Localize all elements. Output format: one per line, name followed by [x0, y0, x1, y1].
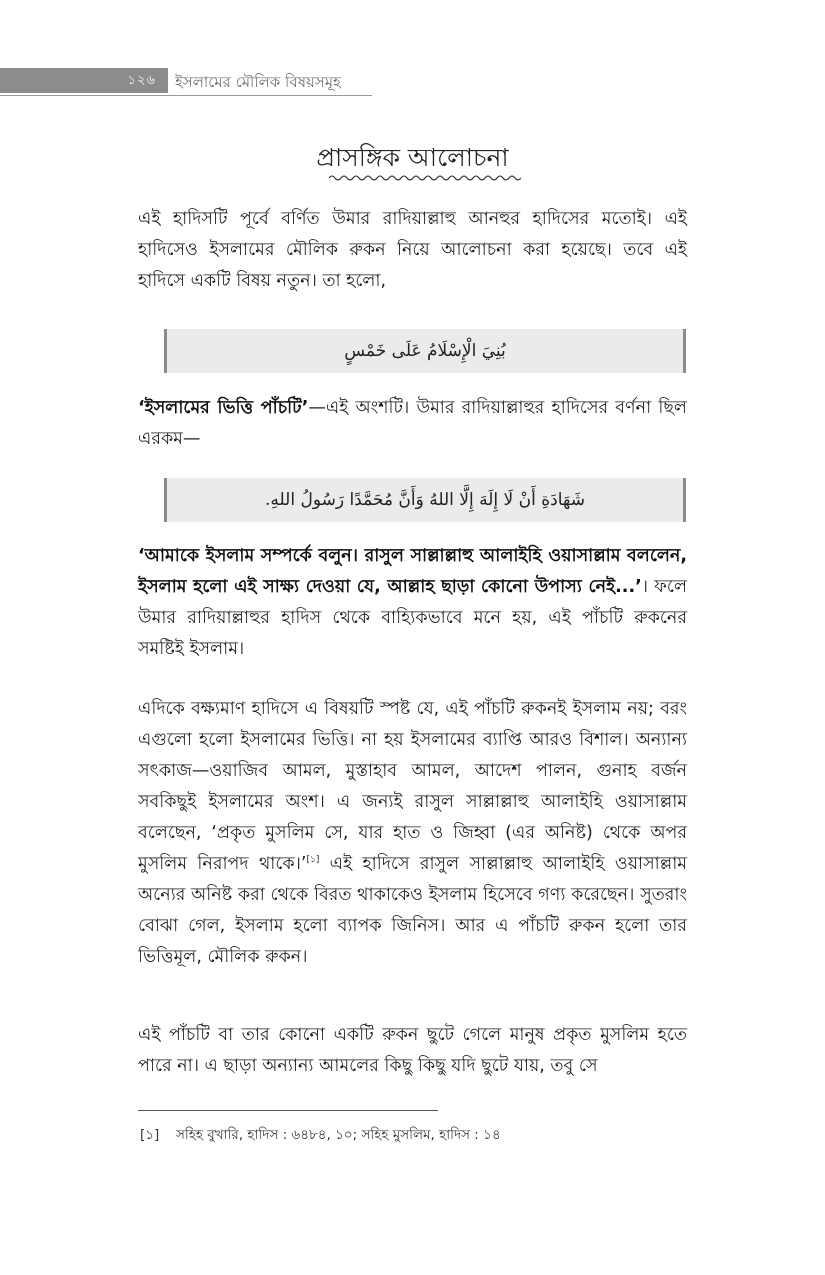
paragraph-text: —এই অংশটি। উমার রাদিয়াল্লাহুর হাদিসের বর্ণনা ছিল এরকম— — [138, 398, 687, 449]
page-number: ১২৬ — [127, 73, 156, 88]
bold-quote: ‘ইসলামের ভিত্তি পাঁচটি’ — [138, 398, 309, 418]
wavy-underline-ornament — [327, 172, 521, 184]
running-header-title: ইসলামের মৌলিক বিষয়সমূহ — [175, 73, 341, 91]
section-title: প্রাসঙ্গিক আলোচনা — [316, 143, 509, 172]
footnote-separator — [138, 1110, 438, 1111]
paragraph-text: এই হাদিসে রাসুল সাল্লাল্লাহু আলাইহি ওয়াসাল্লাম অন্যের অনিষ্ট করা থেকে বিরত থাকাকেও ইসলাম হিসেবে গণ্য করেছেন। সুতরাং বোঝা গেল, ইসলাম হলো ব্যাপক জিনিস। আর এ পাঁচটি রুকন হলো তার ভিত্তিমূল, মৌলিক রুকন। — [138, 854, 687, 967]
bold-quote: ‘আমাকে ইসলাম সম্পর্কে বলুন। রাসুল সাল্লাল্লাহু আলাইহি ওয়াসাল্লাম বললেন, ইসলাম হলো এই সাক্ষ্য দেওয়া যে, আল্লাহ ছাড়া কোনো উপাস্য নেই...’ — [138, 546, 687, 597]
arabic-quote-box — [164, 478, 686, 522]
footnote-marker: [১] — [140, 1127, 160, 1143]
footnote-text: সহিহ বুখারি, হাদিস : ৬৪৮৪, ১০; সহিহ মুসলিম, হাদিস : ১৪ — [176, 1127, 501, 1143]
paragraph-conclusion: এই পাঁচটি বা তার কোনো একটি রুকন ছুটে গেলে মানুষ প্রকৃত মুসলিম হতে পারে না। এ ছাড়া অন্যান্য আমলের কিছু কিছু যদি ছুটে যায়, তবু সে — [138, 1025, 687, 1076]
arabic-quote-box — [164, 329, 686, 373]
page-number-tab — [0, 68, 168, 93]
paragraph-text: । ফলে উমার রাদিয়াল্লাহুর হাদিস থেকে বাহ্যিকভাবে মনে হয়, এই পাঁচটি রুকনের সমষ্টিই ইসলাম। — [138, 577, 687, 659]
paragraph-umar-hadith — [138, 541, 687, 665]
paragraph-text: এদিকে বক্ষ্যমাণ হাদিসে এ বিষয়টি স্পষ্ট যে, এই পাঁচটি রুকনই ইসলাম নয়; বরং এগুলো হলো ইসলামের ভিত্তি। না হয় ইসলামের ব্যাপ্তি আরও বিশাল। অন্যান্য সৎকাজ—ওয়াজিব আমল, মুস্তাহাব আমল, আদেশ পালন, গুনাহ বর্জন সবকিছুই ইসলামের অংশ। এ জন্যই রাসুল সাল্লাল্লাহু আলাইহি ওয়াসাল্লাম বলেছেন, ‘প্রকৃত মুসলিম সে, যার হাত ও জিহ্বা (এর অনিষ্ট) থেকে অপর মুসলিম নিরাপদ থাকে।’ — [138, 699, 687, 874]
paragraph-pillars — [138, 393, 687, 455]
arabic-text: بُنِيَ الْإِسْلَامُ عَلَى خَمْسٍ — [344, 341, 506, 361]
paragraph-scope — [138, 694, 687, 973]
header-rule — [0, 95, 372, 96]
paragraph-intro: এই হাদিসটি পূর্বে বর্ণিত উমার রাদিয়াল্লাহু আনহুর হাদিসের মতোই। এই হাদিসেও ইসলামের মৌলিক রুকন নিয়ে আলোচনা করা হয়েছে। তবে এই হাদিসে একটি বিষয় নতুন। তা হলো, — [138, 209, 687, 291]
arabic-text: شَهَادَةِ أَنْ لَا إِلَهَ إِلَّا اللهُ وَأَنَّ مُحَمَّدًا رَسُولُ اللهِ. — [265, 490, 585, 510]
footnote-reference[interactable]: [১] — [306, 855, 320, 866]
footnote — [140, 1124, 700, 1147]
